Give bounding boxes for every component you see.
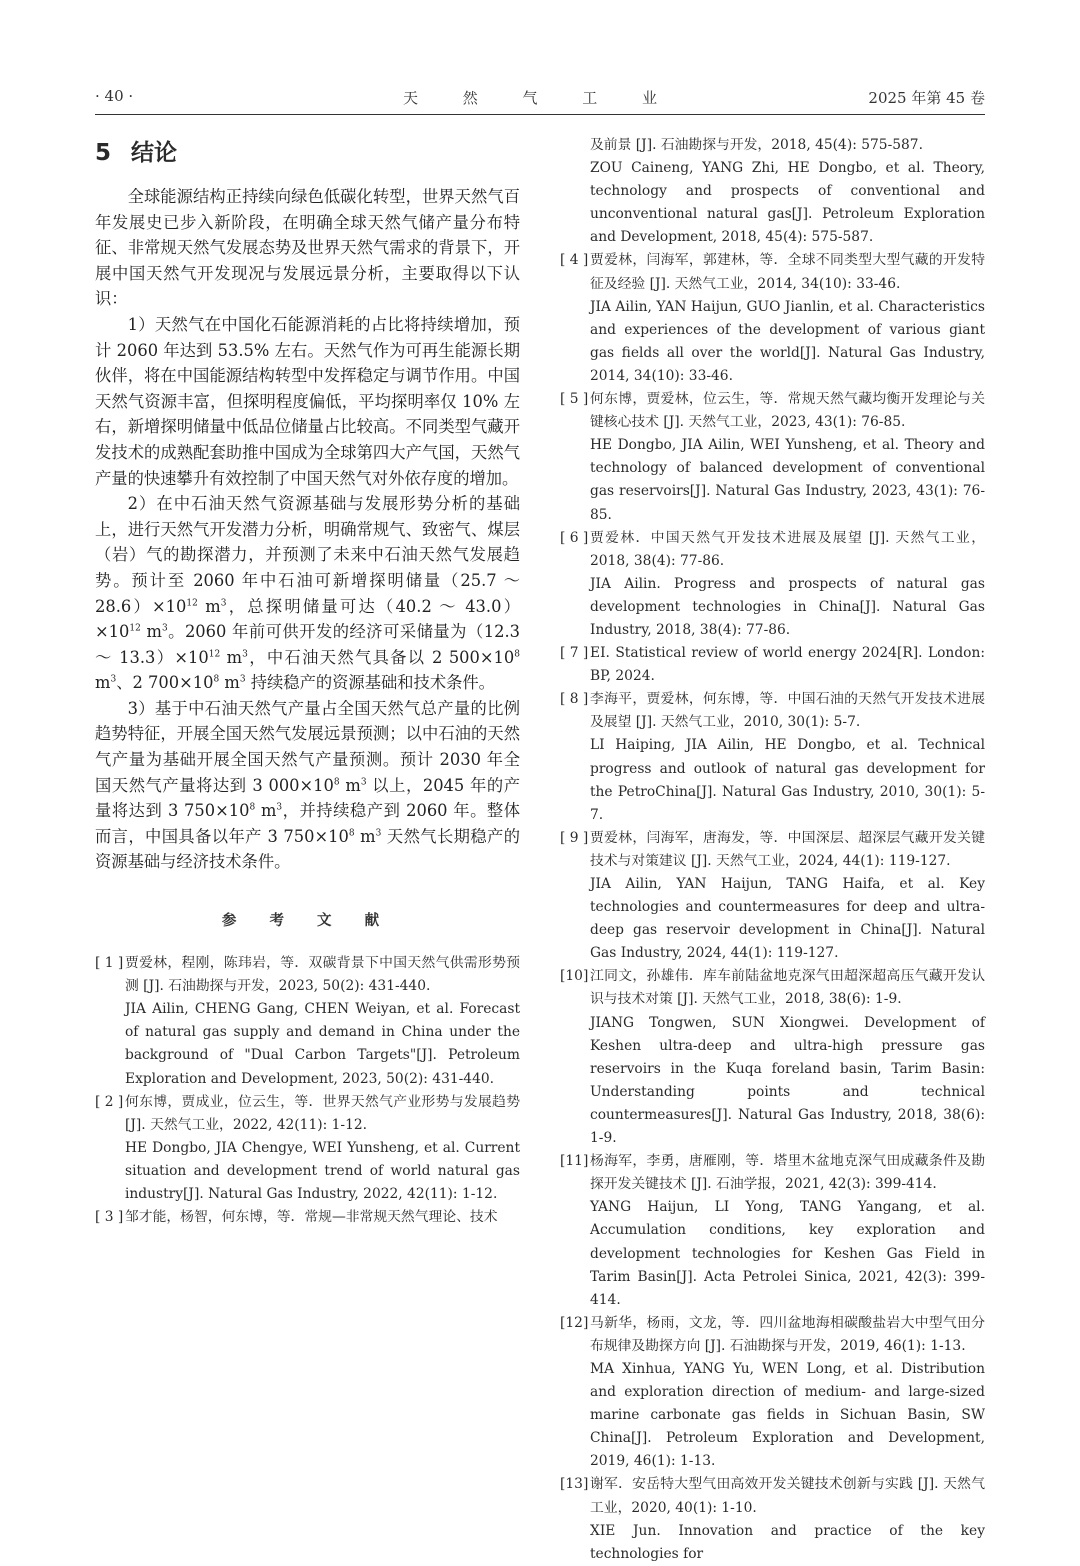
- header-rule: [95, 114, 985, 115]
- reference-item: [ 1 ] 贾爱林，程刚，陈玮岩，等．双碳背景下中国天然气供需形势预测 [J]. 石油勘探与开发，2023, 50(2): 431-440. JIA Ailin, CHENG Gang, CHEN Weiyan, et al. Forecast of natural gas supply and demand in China under the background of "Dual Carbon Targets"[J]. Petroleum Exploration and Development, 2023, 50(2): 431-440.: [95, 955, 520, 1087]
- reference-item: [12] 马新华，杨雨，文龙，等．四川盆地海相碳酸盐岩大中型气田分布规律及勘探方向 [J]. 石油勘探与开发，2019, 46(1): 1-13. MA Xinhua, YANG Yu, WEN Long, et al. Distribution and exploration direction of medium- and large-sized marine carbonate gas fields in Sichuan Basin, SW China[J]. Petroleum Exploration and Development, 2019, 46(1): 1-13.: [560, 1314, 985, 1470]
- page-number: · 40 ·: [95, 87, 134, 105]
- reference-item: [ 4 ] 贾爱林，闫海军，郭建林，等．全球不同类型大型气藏的开发特征及经验 [J]. 天然气工业，2014, 34(10): 33-46. JIA Ailin, YAN Haijun, GUO Jianlin, et al. Characteristics and experiences of the development of various giant gas fields all over the world[J]. Natural Gas Industry, 2014, 34(10): 33-46.: [560, 252, 985, 384]
- left-column: [95, 136, 520, 1229]
- right-column: [560, 134, 985, 1566]
- reference-item: [ 9 ] 贾爱林，闫海军，唐海发，等．中国深层、超深层气藏开发关键技术与对策建议 [J]. 天然气工业，2024, 44(1): 119-127. JIA Ailin, YAN Haijun, TANG Haifa, et al. Key technologies and countermeasures for deep and ultra-deep gas reservoir development in China[J]. Natural Gas Industry, 2024, 44(1): 119-127.: [560, 829, 985, 962]
- reference-item: [13] 谢军．安岳特大型气田高效开发关键技术创新与实践 [J]. 天然气工业，2020, 40(1): 1-10. XIE Jun. Innovation and practice of the key technologies for: [560, 1476, 985, 1562]
- reference-item: [ 5 ] 何东博，贾爱林，位云生，等．常规天然气藏均衡开发理论与关键核心技术 [J]. 天然气工业，2023, 43(1): 76-85. HE Dongbo, JIA Ailin, WEI Yunsheng, et al. Theory and technology of balanced development of conventional gas reservoirs[J]. Natural Gas Industry, 2023, 43(1): 76-85.: [560, 391, 985, 523]
- section-number: 5: [95, 140, 112, 166]
- references-heading: 参 考 文 献: [221, 912, 394, 930]
- volume-info: 2025 年第 45 卷: [868, 89, 985, 107]
- reference-item: [10] 江同文，孙雄伟．库车前陆盆地克深气田超深超高压气藏开发认识与技术对策 [J]. 天然气工业，2018, 38(6): 1-9. JIANG Tongwen, SUN Xiongwei. Development of Keshen ultra-deep and ultra-high pressure gas reservoirs in the Kuqa foreland basin, Tarim Basin: Understanding points and technical countermeasures[J]. Natural Gas Industry, 2018, 38(6): 1-9.: [560, 968, 985, 1147]
- paragraph-intro: 全球能源结构正持续向绿色低碳化转型，世界天然气百年发展史已步入新阶段，在明确全球天然气储产量分布特征、非常规天然气发展态势及世界天然气需求的背景下，开展中国天然气开发现况与发展远景分析，主要取得以下认识：: [95, 187, 520, 309]
- reference-continuation: 及前景 [J]. 石油勘探与开发，2018, 45(4): 575-587. ZOU Caineng, YANG Zhi, HE Dongbo, et al. Theory, technology and prospects of conventional and unconventional natural gas[J]. Petroleum Exploration and Development, 2018, 45(4): 575-587.: [590, 137, 985, 246]
- reference-item: [ 7 ] EI. Statistical review of world energy 2024[R]. London: BP, 2024.: [560, 645, 985, 685]
- paragraph-conclusion-3: 3）基于中石油天然气产量占全国天然气总产量的比例趋势特征，开展全国天然气发展远景预测；以中石油的天然气产量为基础开展全国天然气产量预测。预计 2030 年全国天然气产量将达到 3 $000\times 10^8$ $m^3$ 以上，2045 年的产量将达到 3 $750\times 10^8$ $m^3$，并持续稳产到 2060 年。整体而言，中国具备以年产 3 $750\times 10^8$ $m^3$ 天然气长期稳产的资源基础与经济技术条件。: [95, 698, 520, 872]
- reference-item: [ 8 ] 李海平，贾爱林，何东博，等．中国石油的天然气开发技术进展及展望 [J]. 天然气工业，2010, 30(1): 5-7. LI Haiping, JIA Ailin, HE Dongbo, et al. Technical progress and outlook of natural gas development for the PetroChina[J]. Natural Gas Industry, 2010, 30(1): 5-7.: [560, 691, 985, 823]
- reference-item: [ 6 ] 贾爱林．中国天然气开发技术进展及展望 [J]. 天然气工业，2018, 38(4): 77-86. JIA Ailin. Progress and prospects of natural gas development technologies in China[J]. Natural Gas Industry, 2018, 38(4): 77-86.: [560, 529, 985, 638]
- paragraph-conclusion-1: 1）天然气在中国化石能源消耗的占比将持续增加，预计 2060 年达到 53.5% 左右。天然气作为可再生能源长期伙伴，将在中国能源结构转型中发挥稳定与调节作用。中国天然气资源丰富，但探明程度偏低，平均探明率仅 10% 左右，新增探明储量中低品位储量占比较高。不同类型气藏开发技术的成熟配套助推中国成为全球第四大产气国，天然气产量的快速攀升有效控制了中国天然气对外依存度的增加。: [95, 314, 520, 488]
- reference-item: [ 3 ] 邹才能，杨智，何东博，等．常规—非常规天然气理论、技术: [95, 1209, 498, 1226]
- running-header: [95, 84, 985, 110]
- paragraph-conclusion-2: 2）在中石油天然气资源基础与发展形势分析的基础上，进行天然气开发潜力分析，明确常规气、致密气、煤层（岩）气的勘探潜力，并预测了未来中石油天然气发展趋势。预计至 2060 年中石油可新增探明储量（25.7 ～ $28.6)\times 10^{12}$ $m^3$，总探明储量可达（40.2 ～ $43.0)\times 10^{12}$ $m^3$。2060 年前可供开发的经济可采储量为（12.3 ～ $13.3)\times 10^{12}$ $m^3$，中石油天然气具备以 2 $500\times 10^8$ $m^3$、2 $700\times 10^8$ $m^3$ 持续稳产的资源基础和技术条件。: [95, 494, 520, 693]
- section-title: 结论: [131, 140, 177, 166]
- section-heading: [95, 136, 520, 170]
- reference-item: [11] 杨海军，李勇，唐雁刚，等．塔里木盆地克深气田成藏条件及勘探开发关键技术 [J]. 石油学报，2021, 42(3): 399-414. YANG Haijun, LI Yong, TANG Yangang, et al. Accumulation conditions, key exploration and development technologies for Keshen Gas Field in Tarim Basin[J]. Acta Petrolei Sinica, 2021, 42(3): 399-414.: [560, 1153, 985, 1308]
- journal-name: 天 然 气 工 业: [402, 89, 678, 107]
- reference-item: [ 2 ] 何东博，贾成业，位云生，等．世界天然气产业形势与发展趋势 [J]. 天然气工业，2022, 42(11): 1-12. HE Dongbo, JIA Chengye, WEI Yunsheng, et al. Current situation and development trend of world natural gas industry[J]. Natural Gas Industry, 2022, 42(11): 1-12.: [95, 1093, 520, 1202]
